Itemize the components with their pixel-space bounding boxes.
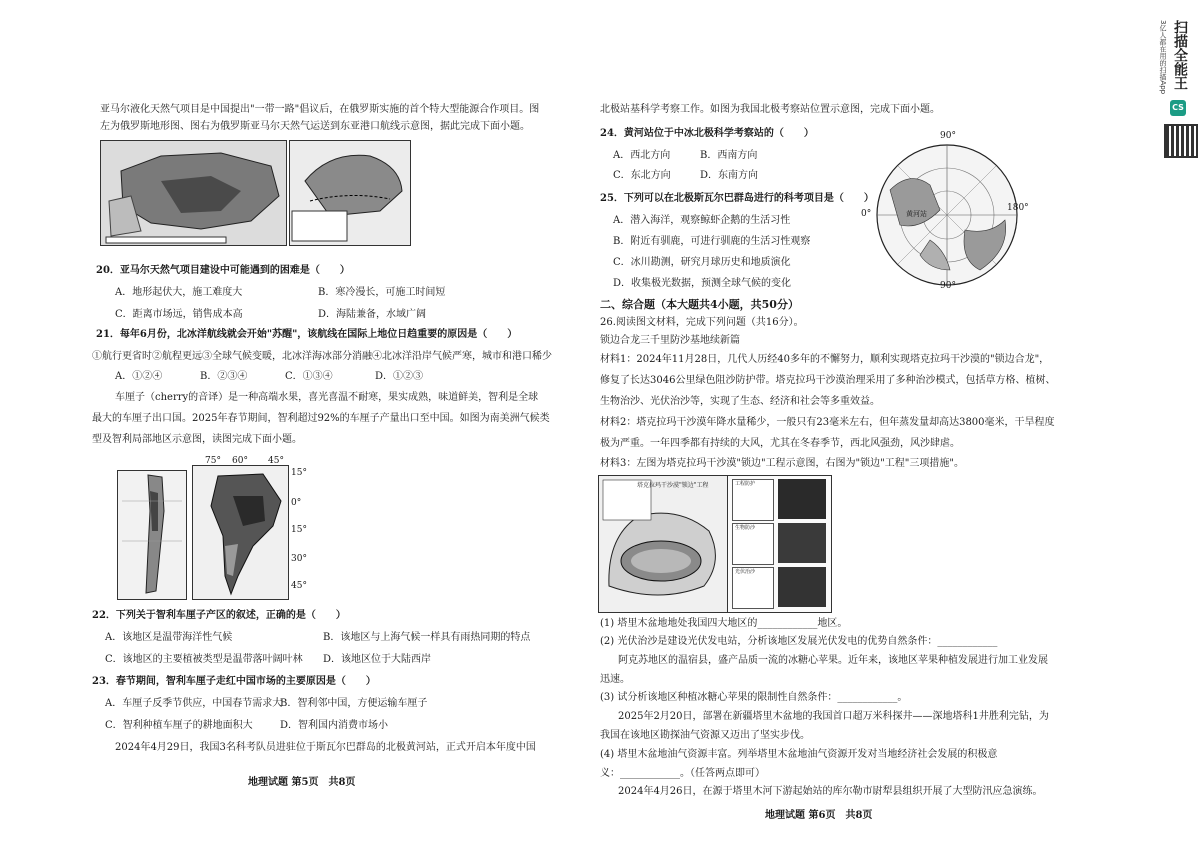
cs-logo-icon: CS (1170, 100, 1186, 116)
q26-title: 锁边合龙三千里防沙基地续新篇 (600, 335, 740, 346)
q23-option-b[interactable]: B．智利邻中国，方便运输车厘子 (280, 698, 428, 709)
q21-items: ①航行更省时②航程更远③全球气候变暖，北冰洋海冰部分消融④北冰洋沿岸气候严寒，城市和港口稀少 (92, 351, 552, 362)
q24-option-b[interactable]: B．西南方向 (700, 150, 758, 161)
right-bottom-line: 2024年4月26日，在源于塔里木河下游起始站的库尔勒市尉犁县组织开展了大型防汛应急演练。 (618, 786, 1043, 797)
measure-box-1 (732, 479, 774, 521)
q20-option-c[interactable]: C．距离市场远，销售成本高 (115, 309, 243, 320)
cherry-line-1: 车厘子（cherry的音译）是一种高端水果，喜光喜温不耐寒，果实成熟，味道鲜美，智利是全球 (115, 392, 539, 403)
q25-option-b[interactable]: B．附近有驯鹿，可进行驯鹿的生活习性观察 (613, 236, 811, 247)
cherry-line-3: 型及智利局部地区示意图，读图完成下面小题。 (92, 434, 302, 445)
map-lat-45s: 45° (291, 581, 307, 591)
q22-option-c[interactable]: C．该地区的主要植被类型是温带落叶阔叶林 (105, 654, 303, 665)
q26-sub-2b-line-1: 阿克苏地区的温宿县，盛产品质一流的冰糖心苹果。近年来，该地区苹果种植发展进行加工业发展 (618, 655, 1048, 666)
q24-option-c[interactable]: C．东北方向 (613, 170, 671, 181)
material-3-line: 材料3：左图为塔克拉玛干沙漠"锁边"工程示意图，右图为"锁边"工程"三项措施"。 (600, 458, 964, 469)
q20-option-a[interactable]: A．地形起伏大，施工难度大 (115, 287, 243, 298)
q26-sub-4b[interactable]: 义：____________。（任答两点即可） (600, 768, 765, 779)
q22-option-a[interactable]: A．该地区是温带海洋性气候 (105, 632, 233, 643)
q26-sub-3b-line-1: 2025年2月20日，部署在新疆塔里木盆地的我国首口超万米科探井——深地塔科1井胜利完钻，为 (618, 711, 1049, 722)
arctic-polar-map (861, 131, 1029, 291)
q23-option-a[interactable]: A．车厘子反季节供应，中国春节需求大 (105, 698, 283, 709)
left-page-footer: 地理试题 第5页 共8页 (248, 777, 356, 788)
q25-option-d[interactable]: D．收集极光数据，预测全球气候的变化 (613, 278, 792, 289)
tarim-lock-edge-map (598, 475, 728, 613)
q24-option-d[interactable]: D．东南方向 (700, 170, 759, 181)
q25-option-a[interactable]: A．潜入海洋，观察鲸虾企鹅的生活习性 (613, 215, 791, 226)
polar-label-top: 90° (940, 131, 956, 141)
polar-label-right: 180° (1007, 203, 1029, 213)
right-intro: 北极站基科学考察工作。如图为我国北极考察站位置示意图，完成下面小题。 (600, 104, 940, 115)
material-1-line-2: 修复了长达3046公里绿色阻沙防护带。塔克拉玛干沙漠治理采用了多种治沙模式，包括草方格、植树、 (600, 375, 1056, 386)
q26-sub-3b-line-2: 我国在该地区勘探油气资源又迈出了坚实步伐。 (600, 730, 810, 741)
q22-option-d[interactable]: D．该地区位于大陆西岸 (323, 654, 432, 665)
measure-photo-1 (778, 479, 826, 519)
q25-option-c[interactable]: C．冰川勘测，研究月球历史和地质演化 (613, 257, 791, 268)
russia-terrain-map (100, 140, 287, 246)
right-page-footer: 地理试题 第6页 共8页 (765, 810, 873, 821)
map-lat-0: 0° (291, 498, 302, 508)
question-26-stem: 26.阅读图文材料，完成下列问题（共16分）。 (600, 317, 804, 328)
chile-local-map (117, 470, 187, 600)
q26-sub-4[interactable]: (4) 塔里木盆地油气资源丰富。列举塔里木盆地油气资源开发对当地经济社会发展的积极意 (600, 749, 998, 760)
question-24-stem: 24．黄河站位于中冰北极科学考察站的（ ） (600, 128, 814, 139)
map-lon-60: 60° (232, 456, 248, 466)
question-25-stem: 25．下列可以在北极斯瓦尔巴群岛进行的科考项目是（ ） (600, 193, 874, 204)
polar-label-left: 0° (861, 209, 872, 219)
q21-option-a[interactable]: A．①②④ (115, 371, 163, 382)
polar-label-bottom: 90° (940, 281, 956, 291)
intro-line-2: 左为俄罗斯地形图、图右为俄罗斯亚马尔天然气运送到东亚港口航线示意图，据此完成下面小题。 (100, 121, 530, 132)
arctic-route-map (289, 140, 411, 246)
material-1-line-3: 生物治沙、光伏治沙等，实现了生态、经济和社会等多重效益。 (600, 396, 880, 407)
question-21-stem: 21．每年6月份，北冰洋航线就会开始"苏醒"，该航线在国际上地位日趋重要的原因是（ ） (96, 329, 518, 340)
material-2-line-2: 极为严重。一年四季都有持续的大风，尤其在冬春季节，西北风强劲，风沙肆虐。 (600, 438, 960, 449)
q23-option-c[interactable]: C．智利种植车厘子的耕地面积大 (105, 720, 253, 731)
question-20-stem: 20．亚马尔天然气项目建设中可能遇到的困难是（ ） (96, 265, 350, 276)
measure-label-3: 光伏治沙 (735, 569, 756, 575)
measure-photo-2 (778, 523, 826, 563)
section-2-heading: 二、综合题（本大题共4小题，共50分） (600, 298, 799, 311)
q26-sub-1[interactable]: (1) 塔里木盆地地处我国四大地区的____________地区。 (600, 618, 848, 629)
map-lon-45: 45° (268, 456, 284, 466)
map-lat-15n: 15° (291, 468, 307, 478)
question-22-stem: 22．下列关于智利车厘子产区的叙述，正确的是（ ） (92, 610, 346, 621)
intro-line-1: 亚马尔液化天然气项目是中国提出"一带一路"倡议后，在俄罗斯实施的首个特大型能源合作项目。图 (100, 104, 540, 115)
polar-station-label: 黄河站 (906, 210, 927, 218)
measure-box-2 (732, 523, 774, 565)
brand-name: 扫描全能王 (1172, 20, 1188, 90)
q24-option-a[interactable]: A．西北方向 (613, 150, 671, 161)
q26-sub-2[interactable]: (2) 光伏治沙是建设光伏发电站，分析该地区发展光伏发电的优势自然条件：____________ (600, 636, 998, 647)
map-lat-15s: 15° (291, 525, 307, 535)
measure-box-3 (732, 567, 774, 609)
question-23-stem: 23．春节期间，智利车厘子走红中国市场的主要原因是（ ） (92, 676, 376, 687)
measure-label-2: 生物防沙 (735, 525, 756, 531)
q26-sub-3[interactable]: (3) 试分析该地区种植冰糖心苹果的限制性自然条件：____________。 (600, 692, 908, 703)
tarim-map-title: 塔克拉玛干沙漠"锁边"工程 (637, 482, 709, 489)
measure-photo-3 (778, 567, 826, 607)
q21-option-b[interactable]: B．②③④ (200, 371, 248, 382)
q20-option-d[interactable]: D．海陆兼备，水域广阔 (318, 309, 427, 320)
q22-option-b[interactable]: B．该地区与上海气候一样具有雨热同期的特点 (323, 632, 531, 643)
material-1-line-1: 材料1：2024年11月28日，几代人历经40多年的不懈努力，顺利实现塔克拉玛干沙漠的"锁边合龙"， (600, 354, 1050, 365)
brand-tagline: 3亿人都在用的扫描App (1159, 20, 1167, 95)
measure-label-1: 工程防护 (735, 481, 756, 487)
south-america-climate-map (192, 465, 289, 600)
map-lon-75: 75° (205, 456, 221, 466)
q23-option-d[interactable]: D．智利国内消费市场小 (280, 720, 389, 731)
q20-option-b[interactable]: B．寒冷漫长，可施工时间短 (318, 287, 446, 298)
q21-option-d[interactable]: D．①②③ (375, 371, 424, 382)
map-lat-30s: 30° (291, 554, 307, 564)
cherry-line-2: 最大的车厘子出口国。2025年春节期间，智利超过92%的车厘子产量出口至中国。如图为南美洲气候类 (92, 413, 550, 424)
scanner-watermark (1156, 20, 1196, 170)
left-bottom-line: 2024年4月29日，我国3名科考队员进驻位于斯瓦尔巴群岛的北极黄河站，正式开启本年度中国 (115, 742, 536, 753)
q21-option-c[interactable]: C．①③④ (285, 371, 333, 382)
material-2-line-1: 材料2：塔克拉玛干沙漠年降水量稀少，一般只有23毫米左右，但年蒸发量却高达3800毫米，干旱程度 (600, 417, 1055, 428)
q26-sub-2b-line-2: 迅速。 (600, 674, 630, 685)
three-measures-panel (727, 475, 832, 613)
qr-code-icon (1164, 124, 1198, 158)
